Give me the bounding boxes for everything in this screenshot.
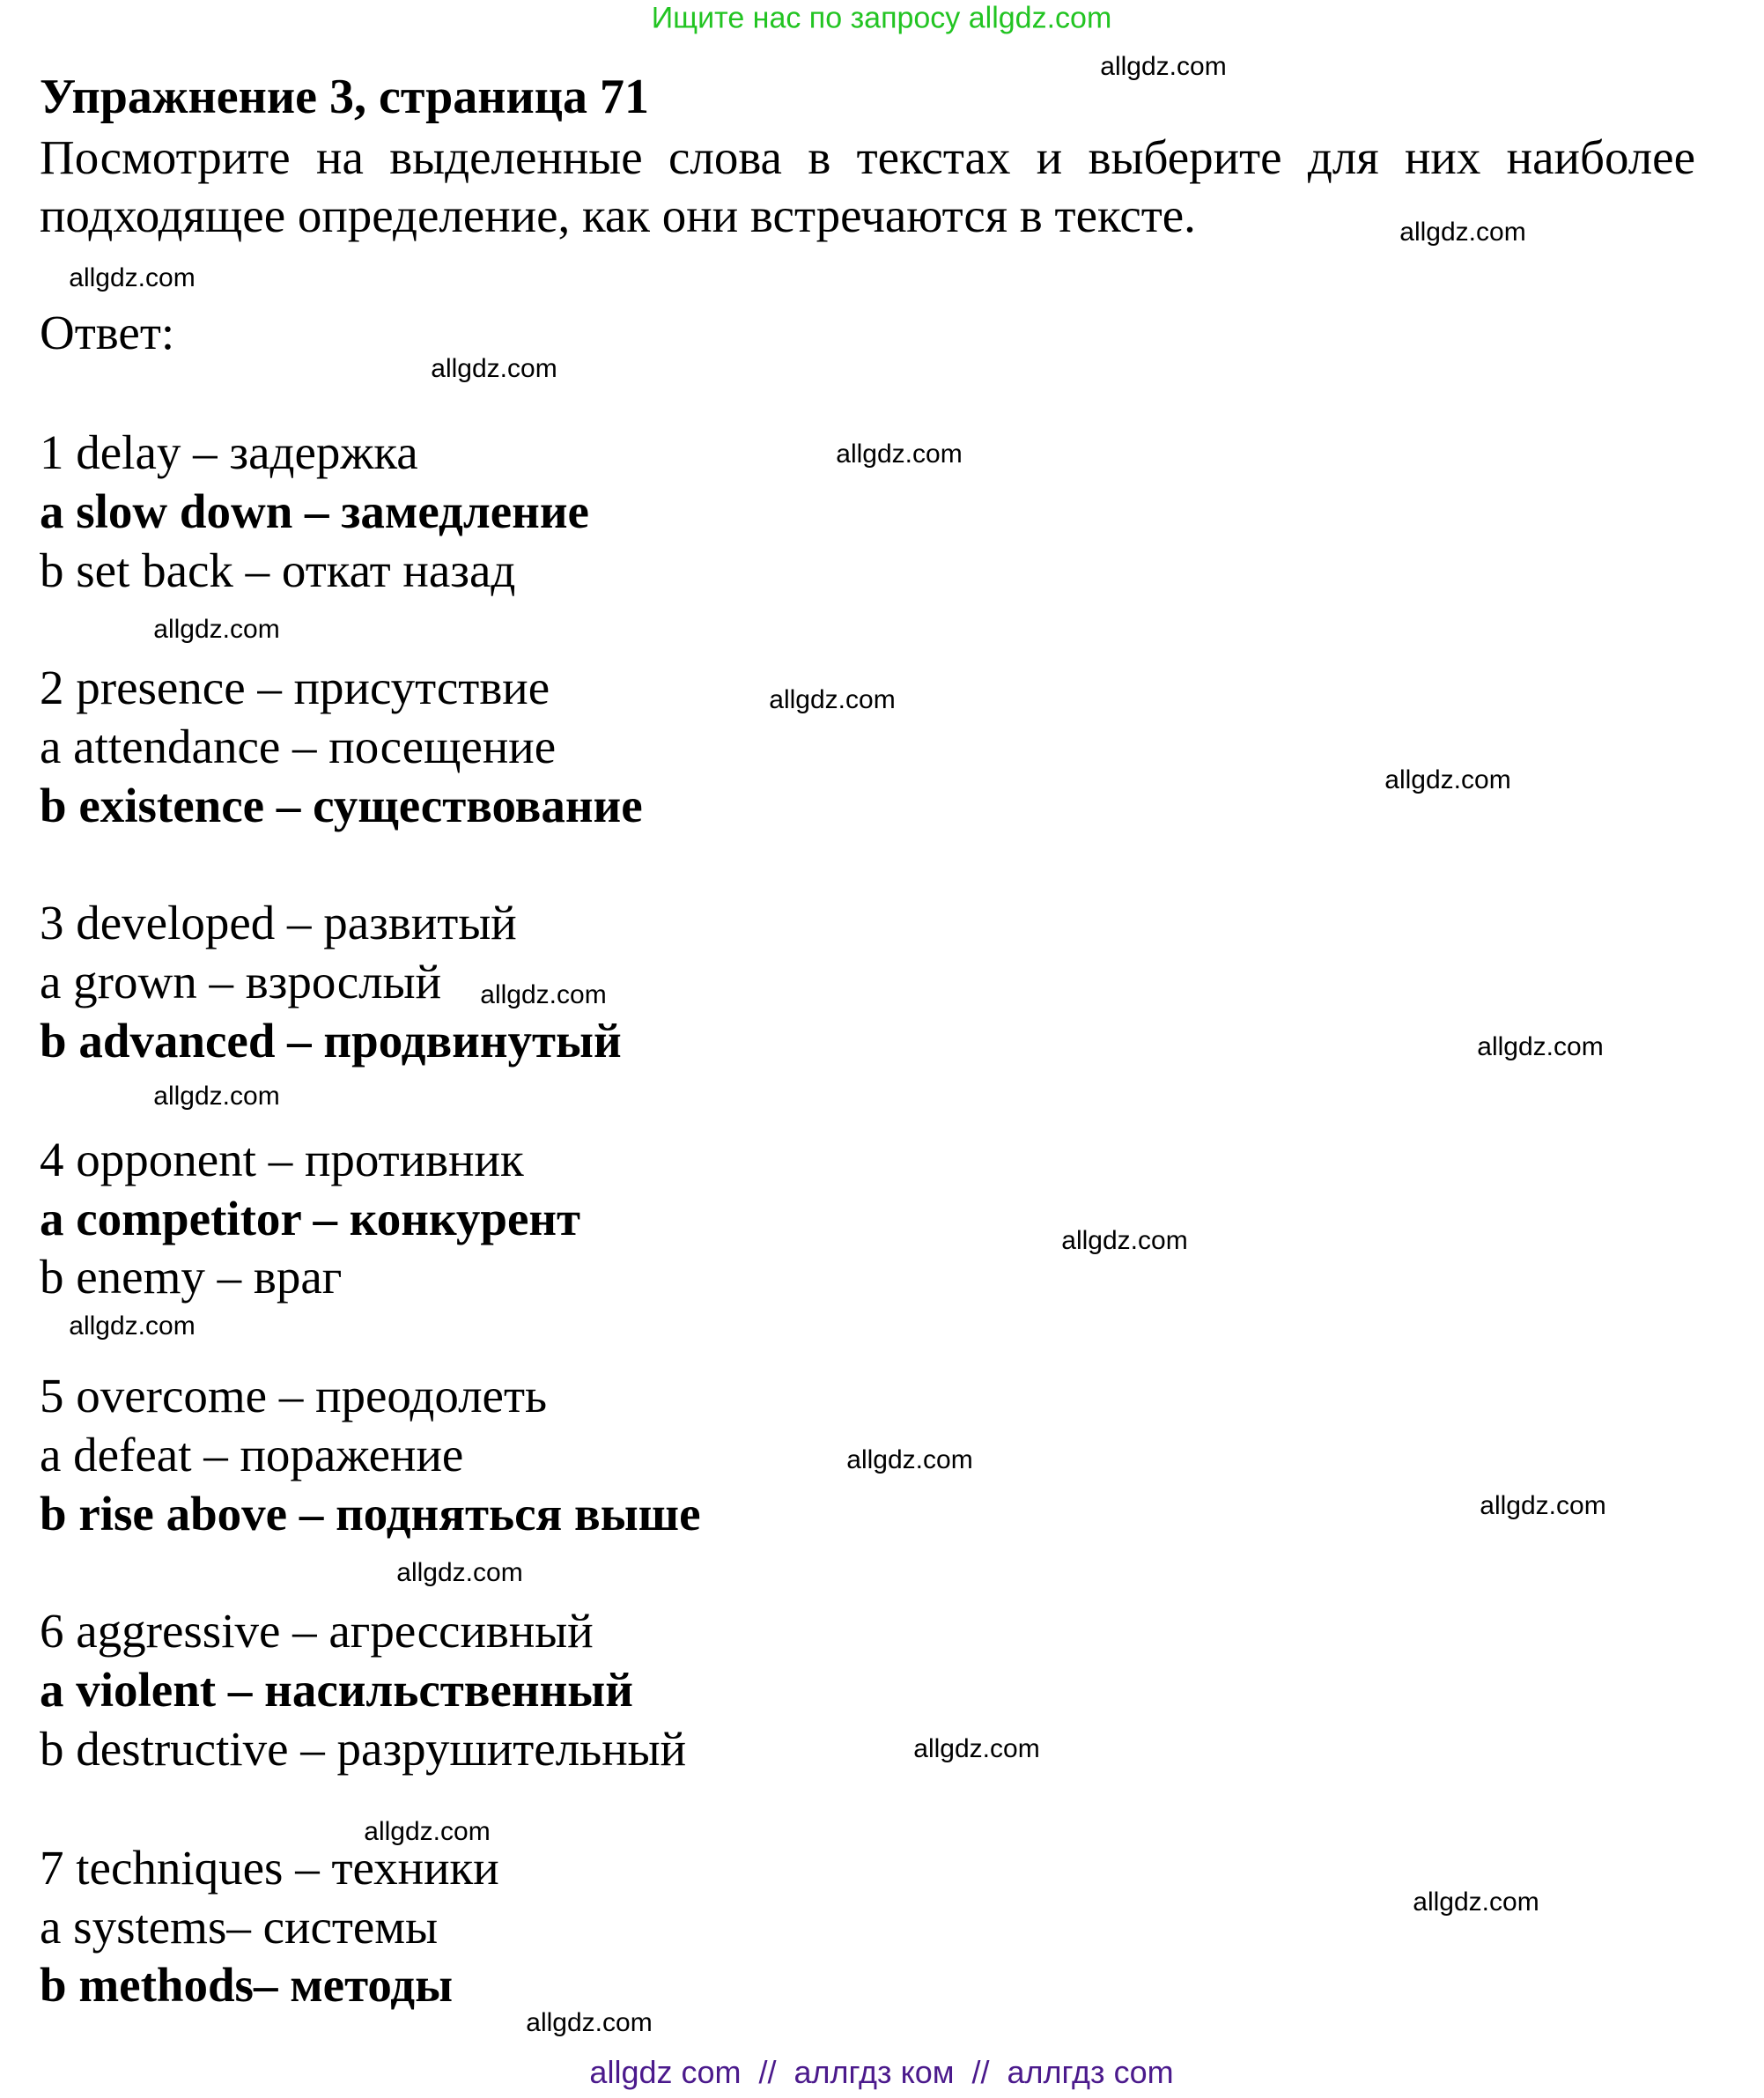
watermark: allgdz.com [913,1734,1040,1763]
item-option-a: a defeat – поражение [40,1427,464,1481]
watermark: allgdz.com [1480,1491,1606,1520]
item-option-b: b advanced – продвинутый [40,1013,622,1067]
watermark: allgdz.com [431,354,557,383]
watermark: allgdz.com [396,1558,523,1587]
answer-label: Ответ: [40,305,175,359]
watermark: allgdz.com [1100,52,1227,81]
item-option-a: a attendance – посещение [40,719,557,773]
watermark: allgdz.com [769,685,896,714]
watermark: allgdz.com [1413,1887,1539,1917]
watermark: allgdz.com [364,1817,491,1846]
item-word: 3 developed – развитый [40,895,517,949]
instruction-text: Посмотрите на выделенные слова в текстах и выберите для них наиболее подходящее определение, как они встречаются в тексте. [40,130,1695,242]
watermark: allgdz.com [1061,1226,1188,1255]
item-word: 4 opponent – противник [40,1132,524,1186]
watermark: allgdz.com [1399,218,1526,247]
watermark: allgdz.com [69,1311,196,1341]
watermark: allgdz.com [1477,1032,1604,1061]
item-word: 6 aggressive – агрессивный [40,1603,594,1658]
item-option-b: b set back – откат назад [40,543,516,597]
item-option-b: b rise above – подняться выше [40,1486,701,1540]
item-option-b: b methods– методы [40,1957,454,2012]
item-option-a: a competitor – конкурент [40,1191,581,1245]
watermark: allgdz.com [846,1445,973,1474]
promo-link[interactable]: Ищите нас по запросу allgdz.com [651,1,1112,35]
item-option-a: a grown – взрослый [40,954,442,1008]
item-option-b: b enemy – враг [40,1249,343,1304]
item-word: 5 overcome – преодолеть [40,1368,548,1422]
watermark: allgdz.com [153,1082,280,1111]
item-word: 1 delay – задержка [40,425,418,479]
watermark: allgdz.com [1384,765,1511,794]
watermark: allgdz.com [480,980,607,1009]
item-option-a: a slow down – замедление [40,484,589,538]
item-option-a: a violent – насильственный [40,1662,633,1717]
item-option-b: b destructive – разрушительный [40,1721,687,1776]
watermark: allgdz.com [526,2008,653,2037]
watermark: allgdz.com [153,615,280,644]
item-option-b: b existence – существование [40,778,643,832]
item-word: 7 techniques – техники [40,1840,499,1895]
watermark: allgdz.com [836,440,963,469]
footer-links[interactable]: allgdz com // аллгдз ком // аллгдз com [589,2054,1174,2090]
page-title: Упражнение 3, страница 71 [40,70,650,125]
item-option-a: a systems– системы [40,1899,439,1954]
watermark: allgdz.com [69,263,196,292]
item-word: 2 presence – присутствие [40,660,550,714]
